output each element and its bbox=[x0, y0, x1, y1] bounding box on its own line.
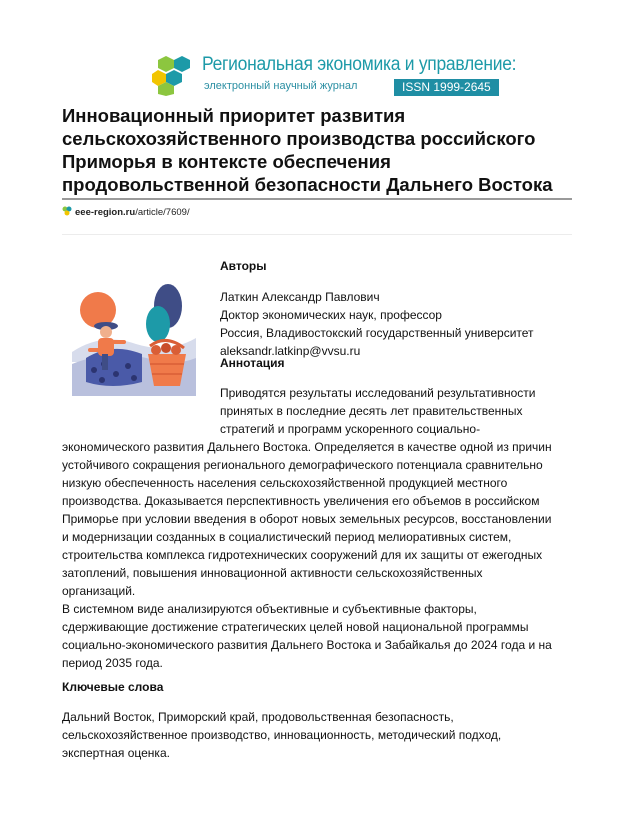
issn-badge: ISSN 1999-2645 bbox=[394, 79, 499, 96]
annotation-line: социально-экономического развития Дальнего Востока и Забайкалья до 2024 года и на bbox=[62, 638, 552, 652]
article-title bbox=[62, 104, 582, 196]
journal-subtitle: электронный научный журнал bbox=[204, 80, 358, 92]
annotation-line: Приморье при условии введения в оборот новых земельных ресурсов, восстановлении bbox=[62, 512, 552, 526]
keywords-line: экспертная оценка. bbox=[62, 746, 170, 760]
annotation-line: стратегий и программ ускоренного социально- bbox=[220, 422, 481, 436]
annotation-line: принятых в последние десять лет правительственных bbox=[220, 404, 523, 418]
keywords-label: Ключевые слова bbox=[62, 680, 164, 694]
source-link-domain[interactable]: eee-region.ru bbox=[75, 207, 136, 218]
annotation-line: низкую обеспеченность населения сельскохозяйственной продукцией местного bbox=[62, 476, 508, 490]
site-favicon-icon bbox=[62, 206, 72, 216]
title-rule bbox=[62, 198, 572, 200]
annotation-line: организаций. bbox=[62, 584, 136, 598]
annotation-line: устойчивого сокращения регионального демографического потенциала сравнительно bbox=[62, 458, 543, 472]
author-email: aleksandr.latkinp@vvsu.ru bbox=[220, 344, 361, 358]
authors-label: Авторы bbox=[220, 259, 267, 273]
annotation-line: сдерживающие достижение стратегических целей новой национальной программы bbox=[62, 620, 529, 634]
annotation-line: В системном виде анализируются объективные и субъективные факторы, bbox=[62, 602, 477, 616]
title-line: Инновационный приоритет развития bbox=[62, 105, 406, 126]
source-link-path[interactable]: /article/7609/ bbox=[135, 207, 190, 218]
farmer-illustration bbox=[72, 278, 196, 396]
annotation-line: период 2035 года. bbox=[62, 656, 163, 670]
annotation-label: Аннотация bbox=[220, 356, 285, 370]
keywords-line: сельскохозяйственное производство, инновационность, методический подход, bbox=[62, 728, 502, 742]
journal-name: Региональная экономика и управление: bbox=[202, 54, 517, 75]
journal-logo-icon bbox=[152, 54, 196, 96]
annotation-line: и модернизации созданных в социалистический период мелиоративных систем, bbox=[62, 530, 512, 544]
journal-header bbox=[152, 54, 517, 100]
source-link[interactable] bbox=[62, 206, 190, 218]
annotation-line: экономического развития Дальнего Востока. Определяется в качестве одной из причин bbox=[62, 440, 552, 454]
title-line: сельскохозяйственного производства российского bbox=[62, 128, 536, 149]
annotation-line: затоплений, повышения инновационной активности сельскохозяйственных bbox=[62, 566, 483, 580]
divider bbox=[62, 234, 572, 235]
author-name: Латкин Александр Павлович bbox=[220, 290, 380, 304]
annotation-line: Приводятся результаты исследований результативности bbox=[220, 386, 536, 400]
annotation-line: производства. Доказывается перспективность увеличения его объемов в российском bbox=[62, 494, 540, 508]
author-affiliation: Россия, Владивостокский государственный университет bbox=[220, 326, 534, 340]
author-degree: Доктор экономических наук, профессор bbox=[220, 308, 442, 322]
title-line: Приморья в контексте обеспечения bbox=[62, 151, 391, 172]
keywords-line: Дальний Восток, Приморский край, продовольственная безопасность, bbox=[62, 710, 454, 724]
title-line: продовольственной безопасности Дальнего Востока bbox=[62, 174, 553, 195]
annotation-line: строительства комплекса гидротехнических сооружений для их защиты от ежегодных bbox=[62, 548, 543, 562]
